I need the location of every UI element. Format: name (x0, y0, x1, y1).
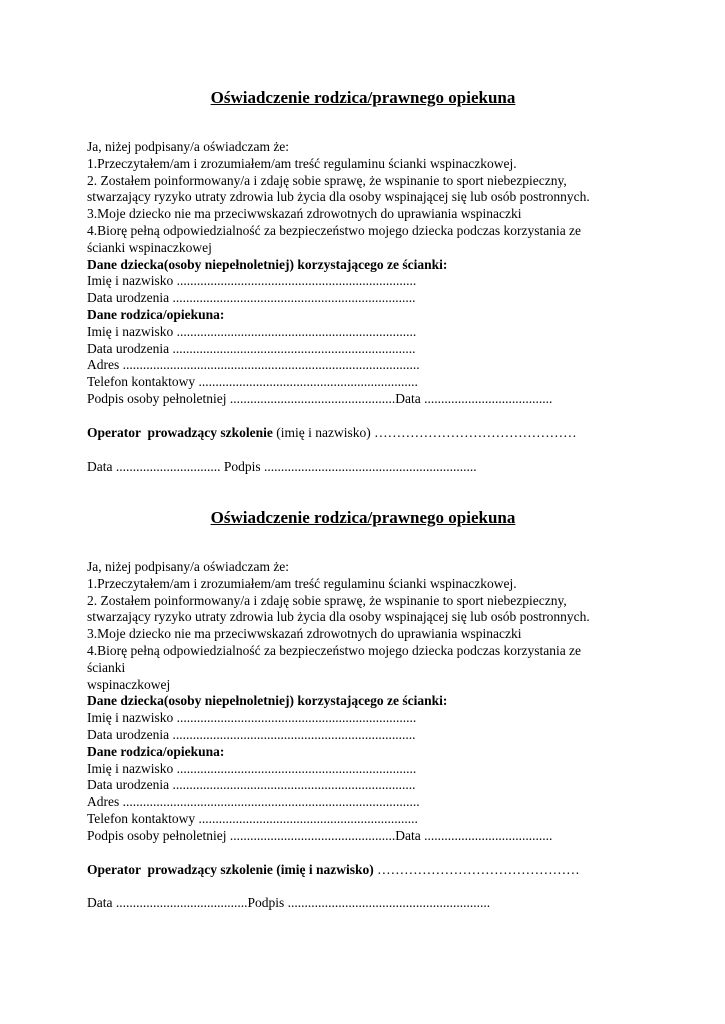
form-title: Oświadczenie rodzica/prawnego opiekuna (210, 88, 516, 107)
declaration-form-2 (87, 508, 645, 912)
child-birthdate-field: Data urodzenia ........................................................................ (87, 290, 416, 306)
intro-text: Ja, niżej podpisany/a oświadczam że: (87, 559, 290, 574)
child-data-header: Dane dziecka(osoby niepełnoletniej) korzystającego ze ścianki: (87, 693, 448, 709)
statement-2-line-1: 2. Zostałem poinformowany/a i zdaję sobie sprawę, że wspinanie to sport niebezpieczny, (87, 172, 567, 188)
adult-signature-field: Podpis osoby pełnoletniej .................................................Data ...................................... (87, 827, 553, 843)
footer-date-signature: Data .......................................Podpis ............................................................ (87, 895, 491, 911)
statement-3: 3.Moje dziecko nie ma przeciwwskazań zdrowotnych do uprawiania wspinaczki (87, 206, 522, 222)
statement-2-line-2: stwarzający ryzyko utraty zdrowia lub życia dla osoby wspinającej się lub osób postronnych. (87, 189, 590, 205)
statement-4-line-1: 4.Biorę pełną odpowiedzialność za bezpieczeństwo mojego dziecka podczas korzystania ze (87, 642, 582, 658)
operator-name-field: (imię i nazwisko) ……………………………………… (276, 424, 577, 440)
parent-name-field: Imię i nazwisko ....................................................................... (87, 760, 417, 776)
parent-birthdate-field: Data urodzenia ........................................................................ (87, 777, 416, 793)
child-name-field: Imię i nazwisko ....................................................................... (87, 273, 417, 289)
operator-name-field: ……………………………………… (377, 861, 580, 877)
child-name-field: Imię i nazwisko ....................................................................... (87, 710, 417, 726)
spacer (87, 442, 645, 459)
spacer (87, 845, 645, 862)
child-birthdate-field: Data urodzenia ........................................................................ (87, 726, 416, 742)
adult-signature-field: Podpis osoby pełnoletniej .................................................Data ...................................... (87, 390, 553, 406)
statement-1: 1.Przeczytałem/am i zrozumiałem/am treść regulaminu ścianki wspinaczkowej. (87, 575, 517, 591)
parent-address-field: Adres ........................................................................................ (87, 357, 420, 373)
declaration-form-1 (87, 88, 645, 475)
statement-1: 1.Przeczytałem/am i zrozumiałem/am treść regulaminu ścianki wspinaczkowej. (87, 155, 517, 171)
statement-4-line-3: wspinaczkowej (87, 676, 171, 692)
statement-4-line-2: ścianki wspinaczkowej (87, 239, 212, 255)
operator-line (87, 425, 645, 442)
child-data-header: Dane dziecka(osoby niepełnoletniej) korzystającego ze ścianki: (87, 256, 448, 272)
parent-phone-field: Telefon kontaktowy ................................................................. (87, 374, 418, 390)
parent-data-header: Dane rodzica/opiekuna: (87, 306, 225, 322)
operator-line (87, 862, 645, 879)
parent-birthdate-field: Data urodzenia ........................................................................ (87, 340, 416, 356)
parent-address-field: Adres ........................................................................................ (87, 794, 420, 810)
intro-text: Ja, niżej podpisany/a oświadczam że: (87, 139, 290, 154)
parent-data-header: Dane rodzica/opiekuna: (87, 743, 225, 759)
spacer (87, 878, 645, 895)
operator-label: Operator prowadzący szkolenie (imię i nazwisko) (87, 861, 378, 877)
spacer (87, 408, 645, 425)
operator-label: Operator prowadzący szkolenie (87, 424, 277, 440)
footer-date-signature: Data ............................... Podpis ............................................................... (87, 458, 477, 474)
form-title: Oświadczenie rodzica/prawnego opiekuna (210, 508, 516, 527)
parent-phone-field: Telefon kontaktowy ................................................................. (87, 810, 418, 826)
statement-2-line-1: 2. Zostałem poinformowany/a i zdaję sobie sprawę, że wspinanie to sport niebezpieczny, (87, 592, 567, 608)
statement-3: 3.Moje dziecko nie ma przeciwwskazań zdrowotnych do uprawiania wspinaczki (87, 626, 522, 642)
statement-4-line-1: 4.Biorę pełną odpowiedzialność za bezpieczeństwo mojego dziecka podczas korzystania ze (87, 222, 582, 238)
parent-name-field: Imię i nazwisko ....................................................................... (87, 323, 417, 339)
statement-2-line-2: stwarzający ryzyko utraty zdrowia lub życia dla osoby wspinającej się lub osób postronnych. (87, 609, 590, 625)
statement-4-line-2: ścianki (87, 659, 126, 675)
